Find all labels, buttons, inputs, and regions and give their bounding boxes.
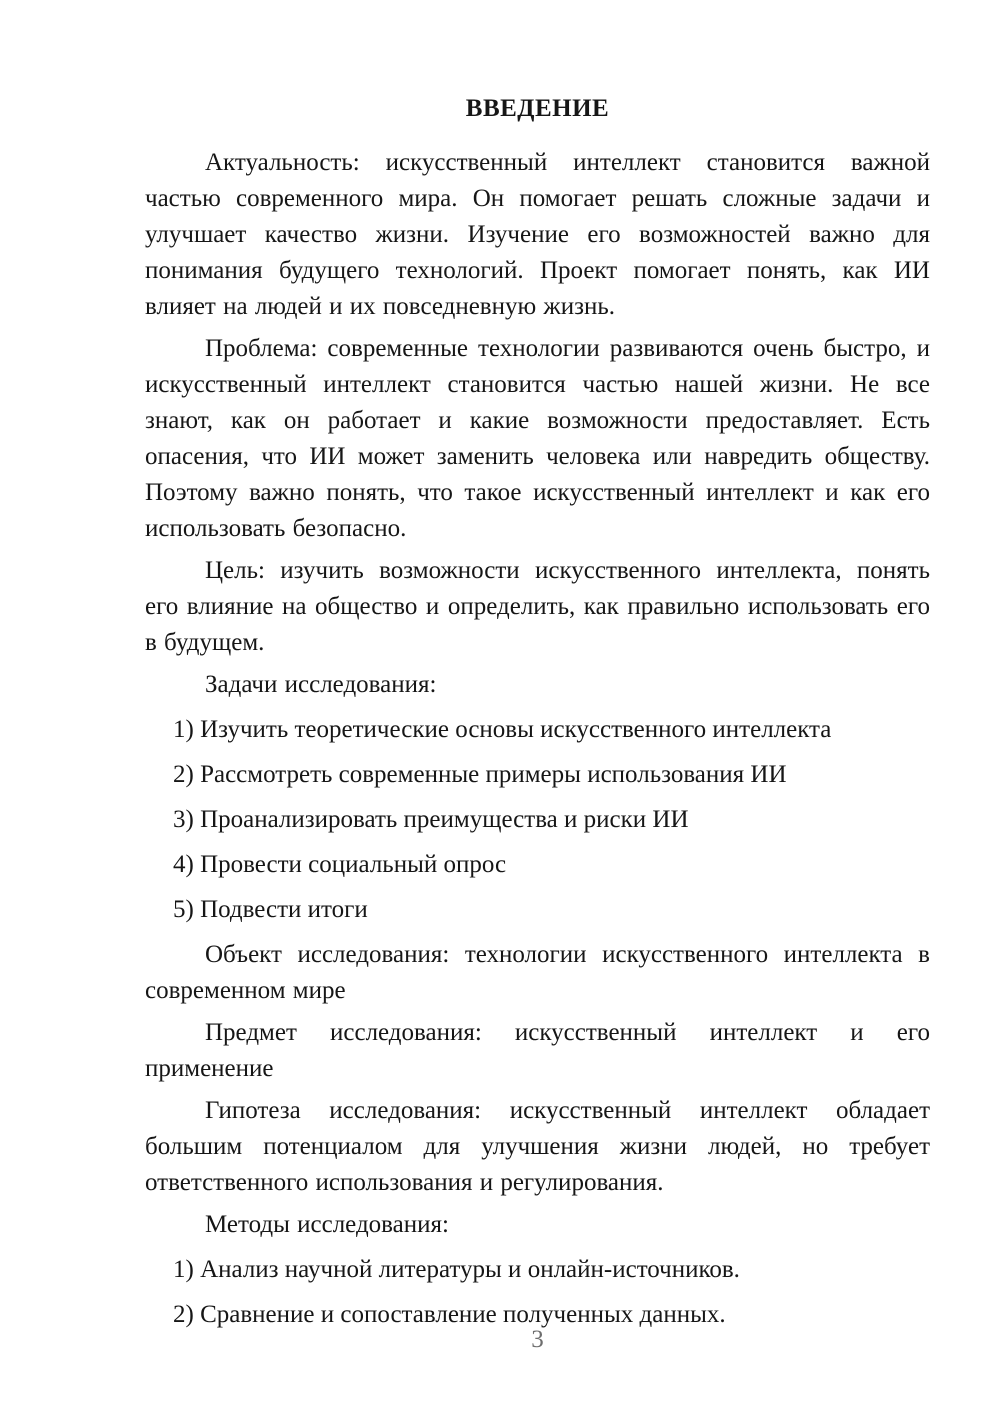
paragraph-hypothesis: Гипотеза исследования: искусственный интеллект обладает большим потенциалом для улучшения жизни людей, но требует ответственного использования и регулирования. [145,1097,930,1196]
tasks-heading: Задачи исследования: [205,671,437,698]
methods-heading: Методы исследования: [205,1211,449,1238]
paragraph-problem: Проблема: современные технологии развиваются очень быстро, и искусственный интеллект становится частью нашей жизни. Не все знают, как он работает и какие возможности предоставляет. Есть опасения, что ИИ может заменить человека или навредить обществу. Поэтому важно понять, что такое искусственный интеллект и как его использовать безопасно. [145,335,930,542]
paragraph-goal: Цель: изучить возможности искусственного интеллекта, понять его влияние на общество и определить, как правильно использовать его в будущем. [145,557,930,656]
task-item-5: 5) Подвести итоги [173,896,368,923]
paragraph-relevance: Актуальность: искусственный интеллект становится важной частью современного мира. Он помогает решать сложные задачи и улучшает качество жизни. Изучение его возможностей важно для понимания будущего технологий. Проект помогает понять, как ИИ влияет на людей и их повседневную жизнь. [145,149,930,320]
page-number: 3 [531,1326,544,1353]
task-item-1: 1) Изучить теоретические основы искусственного интеллекта [173,716,832,743]
method-item-2: 2) Сравнение и сопоставление полученных данных. [173,1301,726,1328]
task-item-2: 2) Рассмотреть современные примеры использования ИИ [173,761,787,788]
paragraph-subject: Предмет исследования: искусственный интеллект и его применение [145,1019,930,1082]
paragraph-object: Объект исследования: технологии искусственного интеллекта в современном мире [145,941,930,1004]
page-title: ВВЕДЕНИЕ [465,95,610,122]
page-content [145,90,930,1342]
method-item-1: 1) Анализ научной литературы и онлайн-источников. [173,1256,740,1283]
task-item-3: 3) Проанализировать преимущества и риски ИИ [173,806,689,833]
task-item-4: 4) Провести социальный опрос [173,851,507,878]
